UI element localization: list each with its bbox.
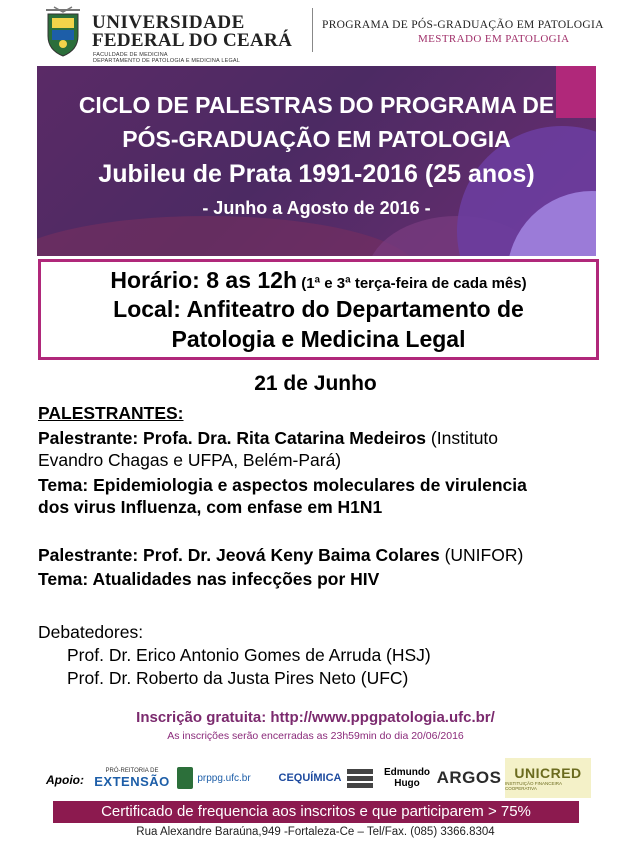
footer-address: Rua Alexandre Baraúna,949 -Fortaleza-Ce – Tel/Fax. (085) 3366.8304: [136, 826, 495, 838]
unicred-logo-sub: INSTITUIÇÃO FINANCEIRA COOPERATIVA: [505, 781, 562, 791]
university-name-line1: UNIVERSIDADE: [92, 12, 245, 33]
department-name: DEPARTAMENTO DE PATOLOGIA E MEDICINA LEGAL: [93, 58, 241, 64]
speaker1-affiliation: (Instituto: [426, 428, 499, 448]
program-subtitle: MESTRADO EM PATOLOGIA: [418, 33, 570, 45]
banner-title-line2: PÓS-GRADUAÇÃO EM PATOLOGIA: [122, 126, 511, 152]
talk2-theme: Tema: Atualidades nas infecções por HIV: [38, 569, 380, 589]
registration-line: [0, 709, 631, 726]
extensao-logo-main: EXTENSÃO: [94, 773, 170, 789]
certificate-bar: Certificado de frequencia aos inscritos e que participarem > 75%: [53, 801, 579, 823]
banner-title-line1: CICLO DE PALESTRAS DO PROGRAMA DE: [78, 92, 555, 118]
debater-item: Prof. Dr. Roberto da Justa Pires Neto (UFC): [67, 668, 409, 688]
edmundo-hugo-logo: [382, 758, 432, 798]
university-small-logo: [345, 758, 375, 798]
location-line2: Patologia e Medicina Legal: [171, 326, 466, 352]
banner-jubilee-title: Jubileu de Prata 1991-2016 (25 anos): [98, 160, 535, 188]
unicred-logo-main: UNICRED: [514, 765, 582, 781]
speakers-heading: PALESTRANTES:: [38, 403, 184, 423]
talk1-theme-line1: Tema: Epidemiologia e aspectos moleculares de virulencia: [38, 475, 527, 495]
banner-period: - Junho a Agosto de 2016 -: [202, 198, 431, 218]
university-name-line2: FEDERAL DO CEARÁ: [92, 30, 293, 51]
argos-logo: [436, 758, 502, 798]
speaker1-line1: [38, 427, 498, 449]
debaters-heading: Debatedores:: [38, 622, 144, 642]
speaker2-line: [38, 544, 523, 566]
program-name: PROGRAMA DE PÓS-GRADUAÇÃO EM PATOLOGIA: [322, 19, 604, 31]
cequimica-logo-text: CEQUÍMICA: [278, 772, 342, 784]
debater-item: Prof. Dr. Erico Antonio Gomes de Arruda (HSJ): [67, 645, 431, 665]
event-date: 21 de Junho: [254, 372, 377, 395]
logo-decoration: [347, 783, 373, 788]
extensao-logo: [94, 758, 170, 798]
talk1-theme-line2: dos virus Influenza, com enfase em H1N1: [38, 497, 383, 517]
registration-label: Inscrição gratuita:: [136, 709, 267, 726]
logo-decoration: [347, 776, 373, 781]
speaker2-name: Palestrante: Prof. Dr. Jeová Keny Baima Colares: [38, 545, 440, 565]
unicred-logo: [505, 758, 591, 798]
university-crest-logo: [44, 6, 82, 58]
header: [0, 0, 631, 66]
schedule-location-box: [38, 259, 599, 360]
title-banner: [37, 66, 596, 256]
argos-logo-text: ARGOS: [436, 768, 502, 787]
edmundo-logo-line2: Hugo: [394, 778, 420, 789]
prppg-crest-icon: [177, 767, 193, 789]
speaker1-affiliation-cont: Evandro Chagas e UFPA, Belém-Pará): [38, 450, 342, 470]
speaker2-affiliation: (UNIFOR): [439, 545, 524, 565]
banner-decoration: [37, 216, 417, 256]
prppg-logo-text: prppg.ufc.br: [197, 772, 251, 784]
schedule-line: [41, 267, 596, 294]
faculty-name: FACULDADE DE MEDICINA: [93, 52, 168, 58]
sponsors-label: Apoio:: [46, 773, 84, 787]
header-divider: [312, 8, 313, 52]
prppg-logo: [168, 758, 260, 798]
speaker1-name: Palestrante: Profa. Dra. Rita Catarina Medeiros: [38, 428, 427, 448]
schedule-days: (1ª e 3ª terça-feira de cada mês): [297, 275, 527, 292]
edmundo-logo-line1: Edmundo: [383, 767, 431, 778]
location-line1: Local: Anfiteatro do Departamento de: [113, 296, 524, 322]
logo-decoration: [347, 769, 373, 774]
registration-url-link[interactable]: http://www.ppgpatologia.ufc.br/: [270, 709, 495, 726]
schedule-time: Horário: 8 as 12h: [110, 267, 298, 293]
registration-deadline: As inscrições serão encerradas as 23h59min do dia 20/06/2016: [167, 730, 464, 742]
cequimica-logo: [278, 758, 342, 798]
extensao-logo-top: PRÓ-REITORIA DE: [105, 767, 159, 774]
